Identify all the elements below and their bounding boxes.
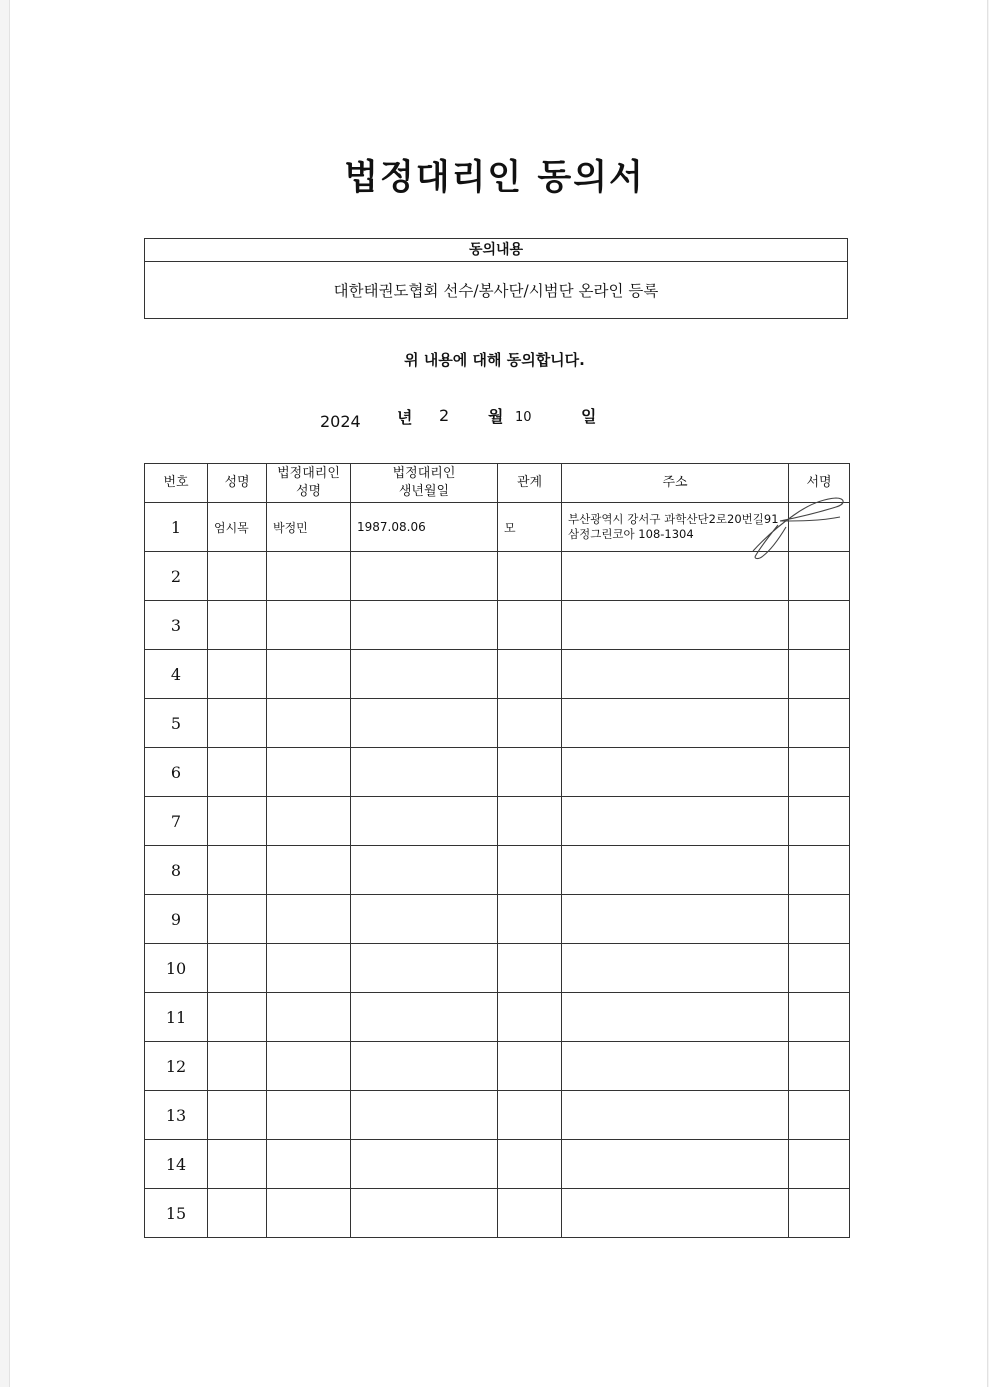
- table-row: [145, 699, 850, 748]
- header-signature: 서명: [789, 464, 850, 503]
- cell-number: 15: [145, 1189, 208, 1238]
- cell-relation: [498, 650, 562, 699]
- cell-relation: [498, 1042, 562, 1091]
- cell-relation: [498, 846, 562, 895]
- cell-relation: [498, 1140, 562, 1189]
- header-relation: 관계: [498, 464, 562, 503]
- cell-guardian-birth: [351, 846, 498, 895]
- cell-guardian-birth: [351, 1140, 498, 1189]
- cell-relation: [498, 552, 562, 601]
- cell-guardian-birth: [351, 748, 498, 797]
- cell-address: [562, 699, 789, 748]
- cell-number: 13: [145, 1091, 208, 1140]
- address-line1: 부산광역시 강서구 과학산단2로20번길91: [568, 512, 779, 526]
- cell-name: [208, 846, 267, 895]
- cell-name: [208, 552, 267, 601]
- cell-guardian-name: [267, 748, 351, 797]
- date-month: 2: [439, 406, 450, 425]
- cell-guardian-name: [267, 1140, 351, 1189]
- cell-number: 2: [145, 552, 208, 601]
- handwritten-signature: [750, 493, 850, 563]
- table-row: [145, 748, 850, 797]
- cell-signature: [789, 1140, 850, 1189]
- cell-guardian-birth: [351, 944, 498, 993]
- table-row: [145, 552, 850, 601]
- cell-guardian-birth: [351, 1189, 498, 1238]
- cell-name: [208, 993, 267, 1042]
- cell-guardian-birth: [351, 993, 498, 1042]
- cell-relation: [498, 993, 562, 1042]
- consent-content-box: [144, 238, 848, 319]
- header-address: 주소: [562, 464, 789, 503]
- table-header-row: [145, 464, 850, 503]
- cell-number: 14: [145, 1140, 208, 1189]
- cell-guardian-birth: [351, 797, 498, 846]
- cell-number: 3: [145, 601, 208, 650]
- cell-signature: [789, 699, 850, 748]
- cell-guardian-name: [267, 1042, 351, 1091]
- cell-signature: [789, 1091, 850, 1140]
- cell-address: [562, 944, 789, 993]
- table-row: [145, 601, 850, 650]
- table-row: [145, 1091, 850, 1140]
- cell-number: 9: [145, 895, 208, 944]
- date-year-label: 년: [397, 408, 413, 427]
- cell-address: [562, 601, 789, 650]
- cell-guardian-name: [267, 1189, 351, 1238]
- cell-address: [562, 797, 789, 846]
- cell-guardian-name: [267, 846, 351, 895]
- cell-name: [208, 601, 267, 650]
- cell-guardian-name: [267, 993, 351, 1042]
- cell-signature: [789, 944, 850, 993]
- table-row: [145, 944, 850, 993]
- cell-guardian-name: [267, 601, 351, 650]
- cell-guardian-birth: [351, 895, 498, 944]
- cell-signature: [789, 601, 850, 650]
- cell-guardian-birth: [351, 552, 498, 601]
- cell-guardian-name: [267, 944, 351, 993]
- cell-number: 5: [145, 699, 208, 748]
- cell-number: 1: [145, 503, 208, 552]
- cell-signature: [789, 650, 850, 699]
- cell-name: [208, 699, 267, 748]
- cell-address: [562, 1042, 789, 1091]
- cell-guardian-name: [267, 1091, 351, 1140]
- cell-guardian-birth: [351, 601, 498, 650]
- cell-guardian-name: 박정민: [267, 503, 351, 552]
- header-guardian-name-line2: 성명: [295, 484, 322, 499]
- cell-relation: [498, 1091, 562, 1140]
- header-guardian-birth: [351, 464, 498, 503]
- cell-signature: [789, 993, 850, 1042]
- table-row: [145, 797, 850, 846]
- cell-number: 7: [145, 797, 208, 846]
- cell-relation: [498, 601, 562, 650]
- cell-name: 엄시목: [208, 503, 267, 552]
- cell-address: [562, 1140, 789, 1189]
- cell-guardian-birth: [351, 699, 498, 748]
- table-row: [145, 1042, 850, 1091]
- cell-signature: [789, 797, 850, 846]
- cell-guardian-birth: [351, 650, 498, 699]
- agreement-statement: 위 내용에 대해 동의합니다.: [404, 351, 585, 369]
- header-guardian-birth-line2: 생년월일: [398, 484, 450, 499]
- cell-number: 12: [145, 1042, 208, 1091]
- header-guardian-birth-line1: 법정대리인: [392, 466, 456, 481]
- cell-guardian-birth: [351, 1042, 498, 1091]
- cell-address: [562, 846, 789, 895]
- cell-guardian-name: [267, 650, 351, 699]
- cell-signature: [789, 1189, 850, 1238]
- header-guardian-name: [267, 464, 351, 503]
- header-number: 번호: [145, 464, 208, 503]
- cell-signature: [789, 895, 850, 944]
- cell-guardian-birth: 1987.08.06: [351, 503, 498, 552]
- cell-guardian-name: [267, 797, 351, 846]
- cell-guardian-name: [267, 895, 351, 944]
- cell-signature: [789, 1042, 850, 1091]
- date-day: 10: [515, 410, 532, 425]
- header-name: 성명: [208, 464, 267, 503]
- cell-number: 4: [145, 650, 208, 699]
- cell-name: [208, 944, 267, 993]
- table-row: [145, 993, 850, 1042]
- cell-name: [208, 1140, 267, 1189]
- cell-address: [562, 1189, 789, 1238]
- cell-number: 10: [145, 944, 208, 993]
- table-row: [145, 503, 850, 552]
- cell-name: [208, 1091, 267, 1140]
- cell-relation: [498, 944, 562, 993]
- table-row: [145, 650, 850, 699]
- consent-content-text: 대한태권도협회 선수/봉사단/시범단 온라인 등록: [333, 282, 659, 300]
- cell-signature: [789, 748, 850, 797]
- table-row: [145, 846, 850, 895]
- cell-relation: 모: [498, 503, 562, 552]
- cell-number: 6: [145, 748, 208, 797]
- cell-name: [208, 748, 267, 797]
- cell-signature: [789, 846, 850, 895]
- cell-name: [208, 895, 267, 944]
- cell-name: [208, 1042, 267, 1091]
- cell-guardian-name: [267, 552, 351, 601]
- cell-relation: [498, 1189, 562, 1238]
- cell-number: 8: [145, 846, 208, 895]
- date-day-label: 일: [581, 407, 597, 426]
- cell-name: [208, 650, 267, 699]
- cell-guardian-name: [267, 699, 351, 748]
- cell-relation: [498, 895, 562, 944]
- cell-relation: [498, 699, 562, 748]
- consent-content-header: 동의내용: [145, 239, 847, 262]
- cell-relation: [498, 748, 562, 797]
- cell-name: [208, 1189, 267, 1238]
- date-year: 2024: [320, 412, 361, 431]
- cell-address: [562, 748, 789, 797]
- cell-relation: [498, 797, 562, 846]
- cell-address: [562, 1091, 789, 1140]
- table-row: [145, 1140, 850, 1189]
- cell-address: [562, 993, 789, 1042]
- cell-guardian-birth: [351, 1091, 498, 1140]
- table-row: [145, 1189, 850, 1238]
- guardian-table: [144, 463, 850, 1238]
- cell-address: [562, 650, 789, 699]
- cell-number: 11: [145, 993, 208, 1042]
- cell-name: [208, 797, 267, 846]
- document-title: 법정대리인 동의서: [344, 158, 645, 198]
- address-line2: 삼정그린코아 108-1304: [568, 527, 694, 541]
- date-month-label: 월: [488, 407, 504, 426]
- header-guardian-name-line1: 법정대리인: [277, 466, 340, 481]
- cell-address: [562, 895, 789, 944]
- table-row: [145, 895, 850, 944]
